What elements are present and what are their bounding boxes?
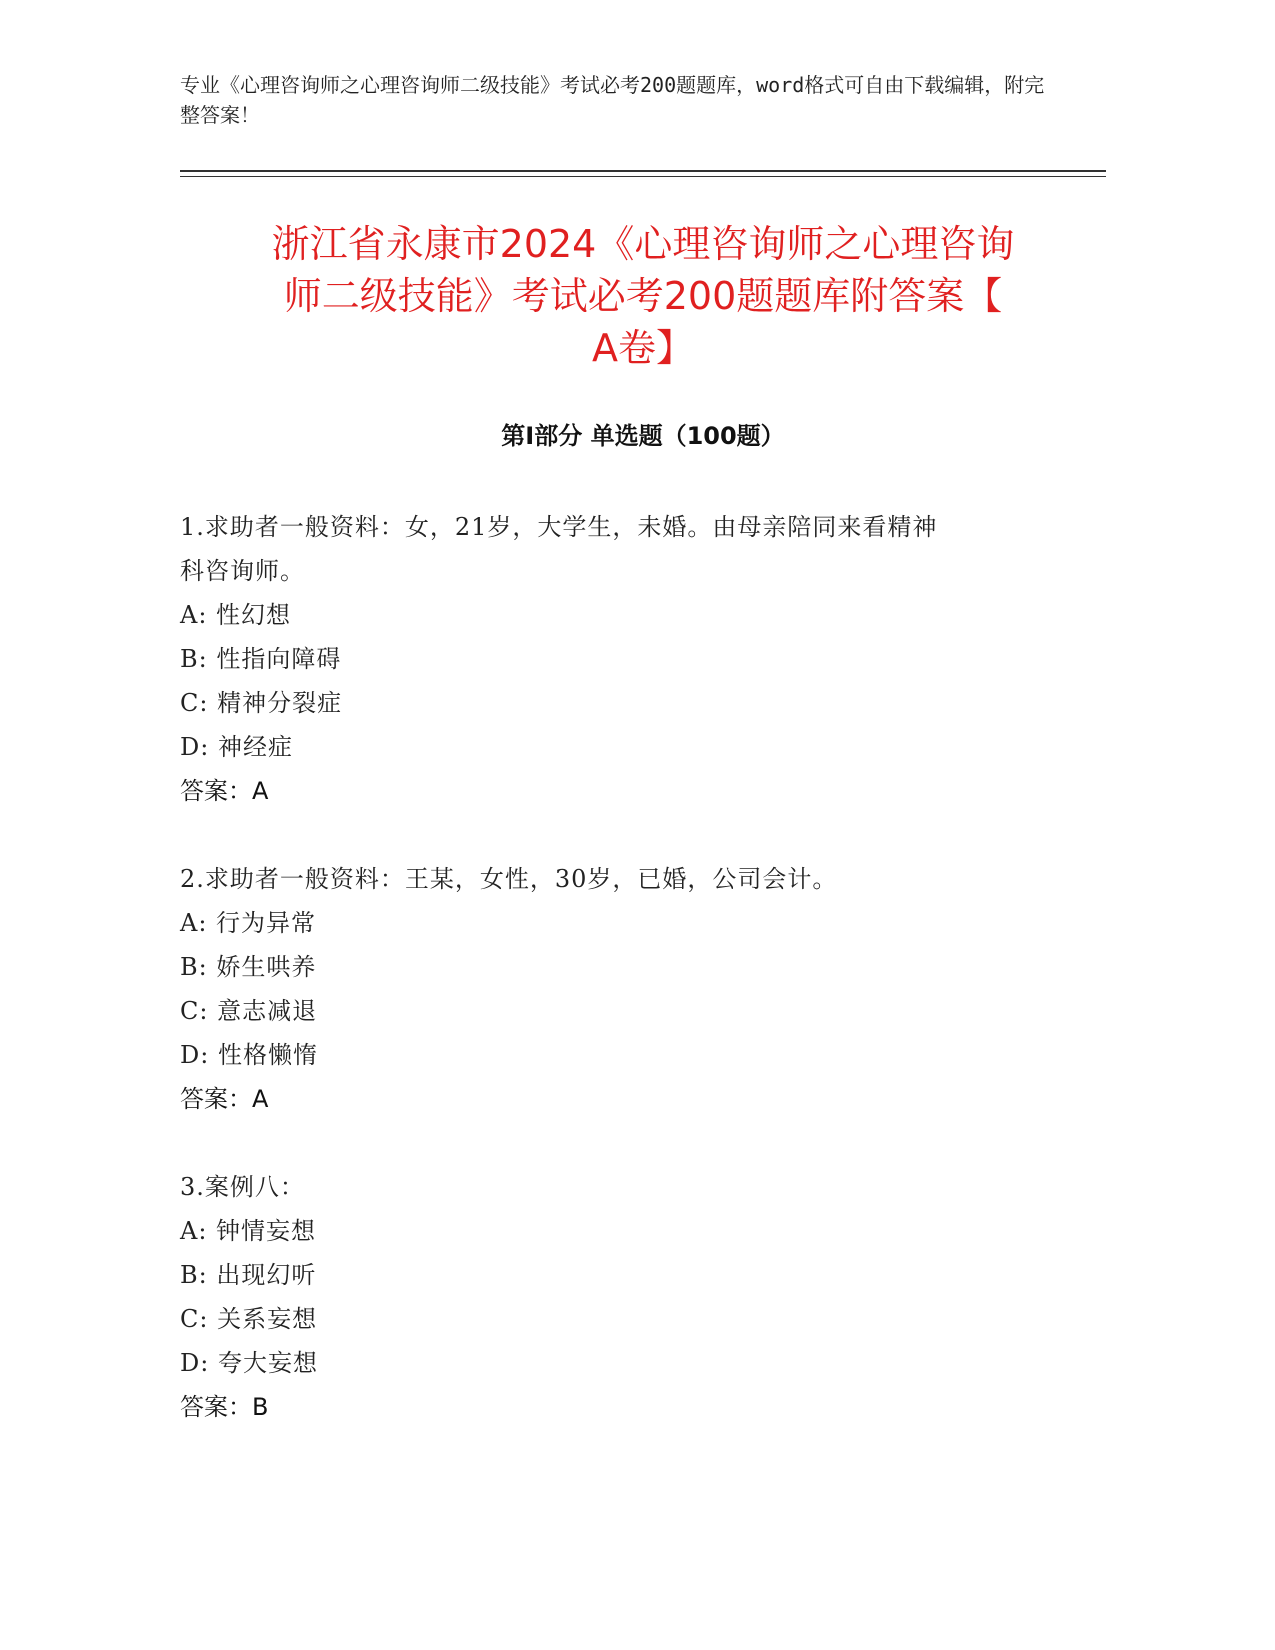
- section-heading: 第I部分 单选题（100题）: [501, 422, 785, 450]
- title-line: 浙江省永康市2024《心理咨询师之心理咨询: [271, 222, 1015, 266]
- title-line: 师二级技能》考试必考200题题库附答案【: [283, 274, 1003, 318]
- answer: 答案：A: [180, 1085, 269, 1113]
- answer: 答案：A: [180, 777, 269, 805]
- question-3: [180, 1165, 1060, 1429]
- option-b: B: 娇生哄养: [180, 953, 317, 981]
- question-1: [180, 505, 1060, 813]
- question-2: [180, 857, 1060, 1121]
- option-d: D: 夸大妄想: [180, 1349, 318, 1377]
- question-spacer: [180, 1121, 1060, 1165]
- option-a: A: 行为异常: [180, 909, 317, 937]
- question-stem: 3.案例八：: [180, 1173, 305, 1201]
- option-b: B: 性指向障碍: [180, 645, 342, 673]
- option-c: C: 精神分裂症: [180, 689, 343, 717]
- option-b: B: 出现幻听: [180, 1261, 317, 1289]
- question-stem: 2.求助者一般资料：王某，女性，30岁，已婚，公司会计。: [180, 865, 838, 893]
- question-stem: 1.求助者一般资料：女，21岁，大学生，未婚。由母亲陪同来看精神: [180, 513, 938, 541]
- header-rule-thick: [180, 170, 1106, 172]
- header-rule-thin: [180, 176, 1106, 177]
- option-a: A: 性幻想: [180, 601, 292, 629]
- question-stem: 科咨询师。: [180, 557, 305, 585]
- question-list: [180, 505, 1060, 1429]
- option-a: A: 钟情妄想: [180, 1217, 317, 1245]
- option-d: D: 性格懒惰: [180, 1041, 318, 1069]
- document-title: [180, 218, 1106, 374]
- question-spacer: [180, 813, 1060, 857]
- option-d: D: 神经症: [180, 733, 293, 761]
- header-note: 专业《心理咨询师之心理咨询师二级技能》考试必考200题题库，word格式可自由下载编辑，附完整答案！: [180, 73, 1045, 127]
- option-c: C: 意志减退: [180, 997, 318, 1025]
- answer: 答案：B: [180, 1393, 269, 1421]
- title-line: A卷】: [592, 326, 694, 370]
- option-c: C: 关系妄想: [180, 1305, 318, 1333]
